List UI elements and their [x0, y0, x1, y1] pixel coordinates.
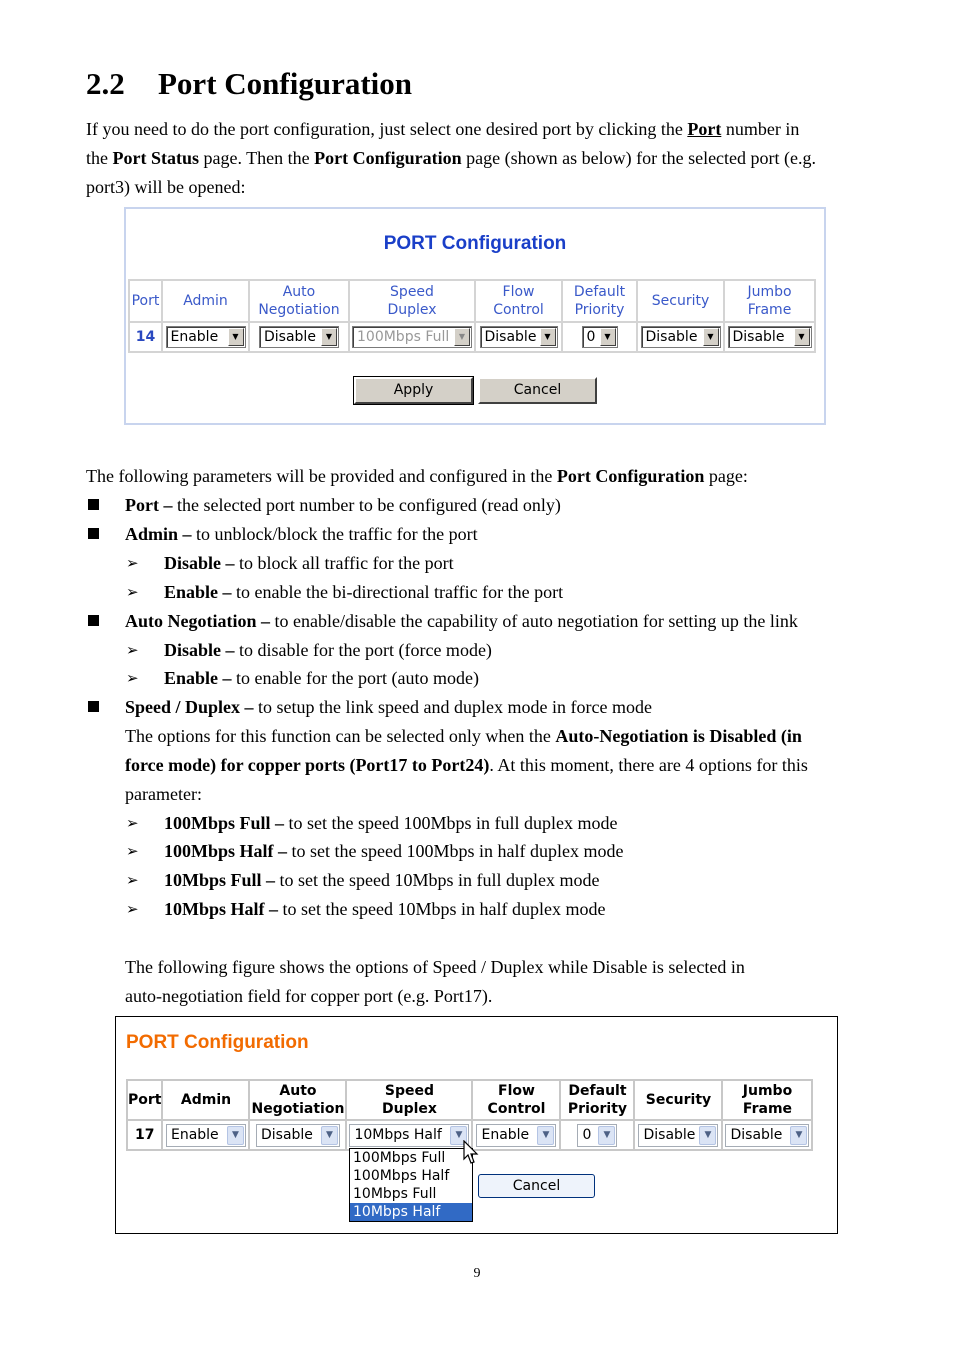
text: Auto-Negotiation is Disabled (in	[555, 726, 802, 746]
section-title: Port Configuration	[158, 66, 413, 101]
col-security: Security	[638, 281, 723, 321]
text: to unblock/block the traffic for the port	[191, 524, 478, 544]
col-speed-duplex	[347, 1081, 471, 1119]
list-item-admin	[125, 520, 478, 549]
text: Port Status	[112, 148, 199, 168]
flow-cell	[473, 1121, 559, 1149]
list-item-port	[125, 491, 561, 520]
speed-desc-line-3: parameter:	[125, 784, 202, 804]
security-cell	[635, 1121, 721, 1149]
text: Speed	[384, 1083, 435, 1099]
priority-cell	[563, 323, 636, 351]
arrow-bullet-icon: ➢	[126, 871, 139, 889]
speed-value: 100Mbps Full	[357, 329, 450, 345]
priority-cell	[561, 1121, 633, 1149]
jumbo-value: Disable	[730, 1126, 783, 1143]
dropdown-option-selected[interactable]: 10Mbps Half	[350, 1203, 472, 1221]
cancel-button[interactable]: Cancel	[478, 1174, 595, 1198]
security-select[interactable]	[638, 1124, 718, 1147]
default-priority-select[interactable]	[582, 326, 618, 348]
list-item-speed	[125, 693, 652, 722]
intro-line-3: port3) will be opened:	[86, 177, 246, 197]
list-item-option-1	[164, 809, 618, 838]
text: page (shown as below) for the selected port (e.g.	[461, 148, 817, 168]
chevron-down-icon[interactable]: ▼	[703, 328, 719, 346]
square-bullet-icon	[88, 701, 99, 712]
jumbo-frame-select[interactable]	[725, 1124, 809, 1147]
speed-desc-line-2	[125, 751, 808, 780]
text: Speed / Duplex –	[125, 697, 254, 717]
speed-value: 10Mbps Half	[354, 1126, 442, 1143]
section-number: 2.2	[86, 66, 125, 101]
auto-cell	[250, 1121, 345, 1149]
col-flow-control	[473, 1081, 559, 1119]
text: Port –	[125, 495, 173, 515]
col-auto-negotiation	[250, 281, 348, 321]
text: Auto Negotiation –	[125, 611, 270, 631]
port-number: 14	[130, 323, 161, 351]
mouse-pointer-icon	[463, 1140, 479, 1166]
speed-duplex-select[interactable]	[349, 1124, 469, 1147]
square-bullet-icon	[88, 499, 99, 510]
list-item-admin-disable	[164, 549, 454, 578]
chevron-down-icon[interactable]: ▼	[227, 1126, 244, 1145]
text: to set the speed 10Mbps in full duplex mode	[275, 870, 600, 890]
chevron-down-icon: ▼	[454, 328, 470, 346]
default-priority-select[interactable]	[577, 1124, 617, 1147]
text: Enable –	[164, 668, 232, 688]
port-link-text: Port	[687, 119, 722, 139]
col-jumbo-frame	[725, 281, 814, 321]
text: page:	[704, 466, 748, 486]
security-select[interactable]	[641, 326, 721, 348]
col-port: Port	[128, 1081, 161, 1119]
security-value: Disable	[645, 329, 698, 345]
arrow-bullet-icon: ➢	[126, 900, 139, 918]
col-port: Port	[130, 281, 161, 321]
text: page. Then the	[199, 148, 315, 168]
col-security: Security	[635, 1081, 721, 1119]
text: Disable –	[164, 640, 235, 660]
col-flow-control	[476, 281, 561, 321]
figure-desc-line-1: The following figure shows the options of Speed / Duplex while Disable is selected in	[125, 957, 745, 977]
text: Port Configuration	[556, 466, 705, 486]
text: Frame	[742, 1101, 793, 1117]
auto-value: Disable	[264, 329, 316, 345]
header-row	[130, 281, 814, 321]
text: Frame	[747, 302, 792, 318]
intro-line-2	[86, 144, 816, 173]
flow-cell	[476, 323, 561, 351]
list-item-option-2	[164, 837, 623, 866]
jumbo-cell	[725, 323, 814, 351]
jumbo-value: Disable	[732, 329, 785, 345]
arrow-bullet-icon: ➢	[126, 554, 139, 572]
chevron-down-icon[interactable]: ▼	[321, 328, 337, 346]
header-row	[128, 1081, 811, 1119]
text: Enable –	[164, 582, 232, 602]
table-row	[130, 323, 814, 351]
auto-negotiation-select[interactable]	[256, 1124, 340, 1147]
text: Auto	[279, 1083, 317, 1099]
text: Priority	[574, 302, 625, 318]
text: Speed	[390, 284, 434, 300]
cancel-button[interactable]: Cancel	[478, 377, 597, 404]
dropdown-option[interactable]: 100Mbps Full	[353, 1150, 446, 1166]
chevron-down-icon[interactable]: ▼	[228, 328, 244, 346]
text: Jumbo	[742, 1083, 793, 1099]
list-item-auto	[125, 607, 798, 636]
col-default-priority	[563, 281, 636, 321]
text: Duplex	[387, 302, 437, 318]
security-value: Disable	[643, 1126, 696, 1143]
list-item-option-3	[164, 866, 600, 895]
auto-negotiation-select[interactable]	[259, 326, 339, 348]
text: The following parameters will be provided and configured in the	[86, 466, 557, 486]
port-number: 17	[128, 1121, 161, 1149]
text: 10Mbps Full –	[164, 870, 276, 890]
speed-cell	[350, 323, 474, 351]
text: Priority	[567, 1101, 628, 1117]
admin-select[interactable]	[166, 326, 246, 348]
port-config-screenshot-2	[115, 1016, 838, 1234]
text: the	[86, 148, 113, 168]
text: Disable –	[164, 553, 235, 573]
text: Port Configuration	[314, 148, 462, 168]
col-admin: Admin	[163, 1081, 248, 1119]
admin-value: Enable	[170, 1126, 219, 1143]
admin-value: Enable	[170, 329, 219, 345]
text: to block all traffic for the port	[234, 553, 454, 573]
speed-desc-line-1	[125, 722, 802, 751]
flow-value: Enable	[481, 1126, 530, 1143]
text: to set the speed 100Mbps in half duplex mode	[287, 841, 624, 861]
text: . At this moment, there are 4 options for this	[489, 755, 808, 775]
chevron-down-icon[interactable]: ▼	[540, 328, 556, 346]
admin-cell	[163, 1121, 248, 1149]
auto-value: Disable	[260, 1126, 313, 1143]
port-config-screenshot-1	[124, 207, 826, 425]
text: to enable for the port (auto mode)	[231, 668, 479, 688]
section-heading	[86, 66, 412, 102]
chevron-down-icon[interactable]: ▼	[699, 1126, 716, 1145]
figure-desc-line-2: auto-negotiation field for copper port (e.g. Port17).	[125, 986, 493, 1006]
text: If you need to do the port configuration, just select one desired port by clicking the	[86, 119, 688, 139]
text: to set the speed 100Mbps in full duplex mode	[284, 813, 618, 833]
arrow-bullet-icon: ➢	[126, 641, 139, 659]
speed-cell	[347, 1121, 471, 1149]
panel-title: PORT Configuration	[126, 1032, 309, 1053]
text: Admin –	[125, 524, 192, 544]
chevron-down-icon[interactable]: ▼	[600, 328, 616, 346]
page-number: 9	[473, 1266, 481, 1281]
col-jumbo-frame	[723, 1081, 811, 1119]
text: force mode) for copper ports (Port17 to Port24)	[125, 755, 490, 775]
text: number in	[721, 119, 800, 139]
chevron-down-icon[interactable]: ▼	[450, 1126, 467, 1145]
dropdown-option[interactable]: 10Mbps Full	[353, 1186, 437, 1202]
arrow-bullet-icon: ➢	[126, 814, 139, 832]
dropdown-option[interactable]: 100Mbps Half	[353, 1168, 450, 1184]
list-item-auto-disable	[164, 636, 492, 665]
text: 100Mbps Full –	[164, 813, 285, 833]
text: to enable the bi-directional traffic for the port	[231, 582, 564, 602]
jumbo-cell	[723, 1121, 811, 1149]
security-cell	[638, 323, 723, 351]
text: to disable for the port (force mode)	[234, 640, 492, 660]
auto-cell	[250, 323, 348, 351]
flow-value: Disable	[484, 329, 537, 345]
chevron-down-icon[interactable]: ▼	[790, 1126, 807, 1145]
text: the selected port number to be configured (read only)	[172, 495, 561, 515]
square-bullet-icon	[88, 615, 99, 626]
speed-duplex-dropdown-list	[349, 1148, 473, 1222]
text: Auto	[282, 284, 316, 300]
text: Flow	[502, 284, 535, 300]
chevron-down-icon[interactable]: ▼	[598, 1126, 615, 1145]
arrow-bullet-icon: ➢	[126, 842, 139, 860]
priority-value: 0	[582, 1126, 592, 1143]
flow-control-select[interactable]	[480, 326, 558, 348]
col-default-priority	[561, 1081, 633, 1119]
arrow-bullet-icon: ➢	[126, 669, 139, 687]
intro-line-1	[86, 115, 799, 144]
text: Jumbo	[747, 284, 792, 300]
params-intro	[86, 462, 748, 491]
text: 100Mbps Half –	[164, 841, 288, 861]
arrow-bullet-icon: ➢	[126, 583, 139, 601]
list-item-auto-enable	[164, 664, 479, 693]
list-item-option-4	[164, 895, 605, 924]
text: Control	[487, 1101, 546, 1117]
text: 10Mbps Half –	[164, 899, 279, 919]
text: Flow	[498, 1083, 535, 1099]
admin-cell	[163, 323, 248, 351]
admin-select[interactable]	[166, 1124, 246, 1147]
chevron-down-icon[interactable]: ▼	[321, 1126, 338, 1145]
text: to enable/disable the capability of auto negotiation for setting up the link	[270, 611, 798, 631]
flow-control-select[interactable]	[476, 1124, 556, 1147]
jumbo-frame-select[interactable]	[728, 326, 812, 348]
text: Control	[493, 302, 544, 318]
col-admin: Admin	[163, 281, 248, 321]
chevron-down-icon[interactable]: ▼	[794, 328, 810, 346]
square-bullet-icon	[88, 528, 99, 539]
text: Negotiation	[251, 1101, 345, 1117]
panel-title: PORT Configuration	[383, 233, 567, 254]
text: Default	[573, 284, 626, 300]
chevron-down-icon[interactable]: ▼	[537, 1126, 554, 1145]
list-item-admin-enable	[164, 578, 563, 607]
text: Negotiation	[258, 302, 340, 318]
text: Duplex	[382, 1101, 437, 1117]
text: to set the speed 10Mbps in half duplex mode	[278, 899, 606, 919]
col-auto-negotiation	[250, 1081, 345, 1119]
text: The options for this function can be selected only when the	[125, 726, 556, 746]
apply-button[interactable]: Apply	[354, 377, 473, 404]
port-config-table	[128, 279, 816, 353]
priority-value: 0	[586, 329, 596, 345]
col-speed-duplex	[350, 281, 474, 321]
text: to setup the link speed and duplex mode in force mode	[253, 697, 652, 717]
speed-duplex-select	[352, 326, 472, 348]
text: Default	[568, 1083, 627, 1099]
